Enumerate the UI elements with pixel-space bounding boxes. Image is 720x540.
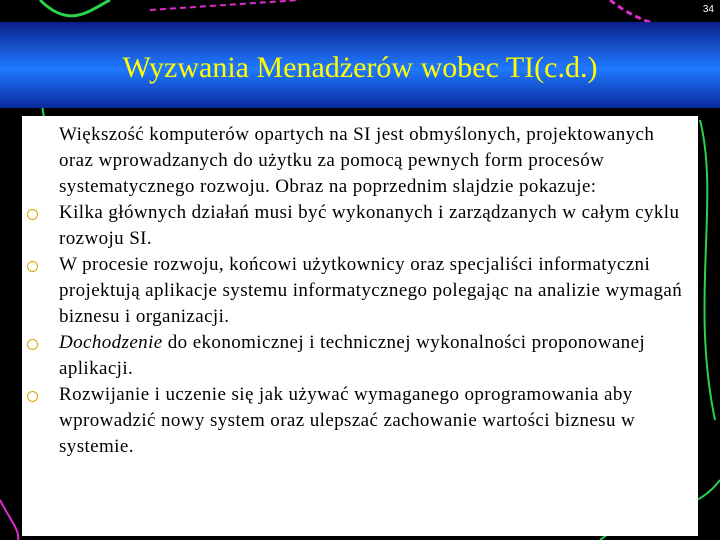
- slide-title: Wyzwania Menadżerów wobec TI(c.d.): [122, 51, 598, 84]
- bullet-list: [22, 116, 698, 460]
- bullet-marker-icon: [27, 261, 38, 272]
- bullet-marker-icon: [27, 339, 38, 350]
- list-item: [22, 382, 688, 460]
- magenta-line-top: [150, 0, 300, 10]
- list-item: [22, 330, 688, 382]
- bullet-text: W procesie rozwoju, końcowi użytkownicy oraz specjaliści informatyczni projektują aplikacje systemu informatycznego polegając na analizie wymagań biznesu i organizacji.: [59, 254, 683, 327]
- bullet-text: Większość komputerów opartych na SI jest obmyślonych, projektowanych oraz wprowadzanych do użytku za pomocą pewnych form procesów systematycznego rozwoju. Obraz na poprzednim slajdzie pokazuje:: [59, 124, 655, 197]
- bullet-marker-icon: [27, 209, 38, 220]
- content-panel: [22, 116, 698, 536]
- list-item: [22, 252, 688, 330]
- list-item: [22, 122, 688, 200]
- magenta-curve-bottom: [0, 500, 18, 540]
- green-curve-right: [700, 120, 715, 420]
- bullet-text: Rozwijanie i uczenie się jak używać wymaganego oprogramowania aby wprowadzić nowy system oraz ulepszać zachowanie wartości biznesu w systemie.: [59, 384, 636, 457]
- bullet-text: Kilka głównych działań musi być wykonanych i zarządzanych w całym cyklu rozwoju SI.: [59, 202, 680, 249]
- bullet-marker-icon: [27, 391, 38, 402]
- slide-number: 34: [702, 4, 714, 15]
- green-swirl: [40, 0, 110, 16]
- bullet-emphasis: Dochodzenie: [59, 332, 163, 353]
- bullet-text: do ekonomicznej i technicznej wykonalności proponowanej aplikacji.: [59, 332, 646, 379]
- list-item: [22, 200, 688, 252]
